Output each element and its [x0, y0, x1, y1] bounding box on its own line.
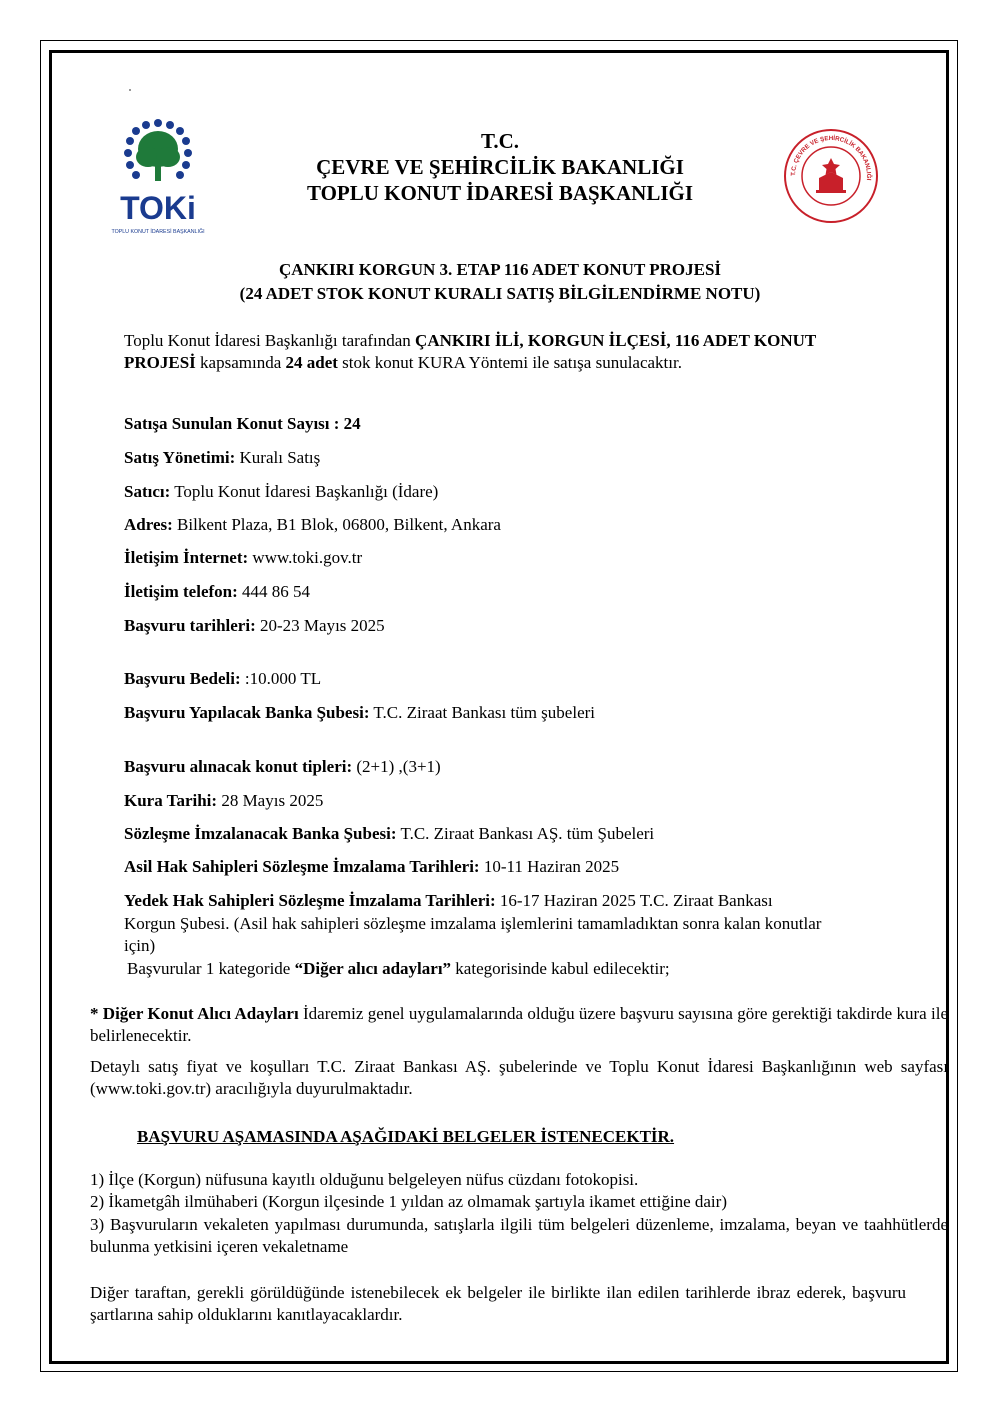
documents-heading: BAŞVURU AŞAMASINDA AŞAĞIDAKİ BELGELER İSTENECEKTİR.	[137, 1127, 675, 1146]
document-item-3: 3) Başvuruların vekaleten yapılması durumunda, satışlarla ilgili tüm belgeleri düzenleme, imzalama, beyan ve taahhütlerde bulunma yetkisini içeren vekaletname	[90, 1215, 948, 1256]
closing-paragraph: Diğer taraftan, gerekli görüldüğünde istenebilecek ek belgeler ile birlikte ilan edilen tarihlerde ibraz ederek, başvuru şartlarına sahip olduklarını kanıtlayacaklardır.	[90, 1283, 906, 1324]
reserve-contract-cont-1: Korgun Şubesi. (Asil hak sahipleri sözleşme imzalama işlemlerini tamamladıktan sonra kalan konutlar	[124, 914, 822, 933]
details-paragraph: Detaylı satış fiyat ve koşulları T.C. Ziraat Bankası AŞ. şubelerinde ve Toplu Konut İdaresi Başkanlığının web sayfası (www.toki.gov.tr) aracılığıyla duyurulmaktadır.	[90, 1057, 948, 1098]
document-item-1: 1) İlçe (Korgun) nüfusuna kayıtlı olduğunu belgeleyen nüfus cüzdanı fotokopisi.	[90, 1170, 639, 1189]
field-sale-method: Satış Yönetimi: Kuralı Satış	[124, 448, 321, 467]
header-line-1: T.C.	[480, 129, 520, 153]
field-lottery-date: Kura Tarihi: 28 Mayıs 2025	[124, 791, 324, 810]
intro-line-2: PROJESİ kapsamında 24 adet stok konut KURA Yöntemi ile satışa sunulacaktır.	[124, 353, 682, 372]
stray-dot	[129, 89, 131, 91]
intro-location: ÇANKIRI İLİ, KORGUN İLÇESİ, 116 ADET KONUT	[415, 331, 817, 350]
intro-text: Toplu Konut İdaresi Başkanlığı tarafından	[124, 331, 416, 350]
field-application-fee: Başvuru Bedeli: :10.000 TL	[124, 669, 322, 688]
toki-brand: TOKi	[120, 190, 196, 226]
header-agency: TOPLU KONUT İDARESİ BAŞKANLIĞI	[306, 181, 694, 205]
field-contract-bank: Sözleşme İmzalanacak Banka Şubesi: T.C. Ziraat Bankası AŞ. tüm Şubeleri	[124, 824, 655, 843]
document-item-2: 2) İkametgâh ilmühaberi (Korgun ilçesinde 1 yıldan az olmamak şartıyla ikamet ettiğine dair)	[90, 1192, 727, 1211]
field-reserve-contract-dates: Yedek Hak Sahipleri Sözleşme İmzalama Tarihleri: 16-17 Haziran 2025 T.C. Ziraat Bankası	[124, 891, 773, 910]
field-application-bank: Başvuru Yapılacak Banka Şubesi: T.C. Ziraat Bankası tüm şubeleri	[124, 703, 595, 722]
field-application-dates: Başvuru tarihleri: 20-23 Mayıs 2025	[124, 616, 385, 635]
intro-line-1	[124, 330, 816, 352]
toki-tagline: TOPLU KONUT İDARESİ BAŞKANLIĞI	[111, 229, 205, 235]
reserve-contract-cont-2: için)	[124, 936, 156, 955]
note-paragraph: * Diğer Konut Alıcı Adayları İdaremiz genel uygulamalarında olduğu üzere başvuru sayısına göre gerektiği takdirde kura ile belirlenecektir.	[90, 1004, 948, 1045]
field-unit-types: Başvuru alınacak konut tipleri: (2+1) ,(3+1)	[124, 757, 441, 776]
seal-ring-text: T.C. ÇEVRE VE ŞEHİRCİLİK BAKANLIĞI	[789, 134, 873, 181]
field-website: İletişim İnternet: www.toki.gov.tr	[124, 548, 363, 567]
project-subtitle: (24 ADET STOK KONUT KURALI SATIŞ BİLGİLENDİRME NOTU)	[239, 284, 761, 303]
field-phone: İletişim telefon: 444 86 54	[124, 582, 311, 601]
intro-project: PROJESİ	[124, 353, 196, 372]
category-line: Başvurular 1 kategoride “Diğer alıcı adayları” kategorisinde kabul edilecektir;	[127, 959, 670, 978]
project-title: ÇANKIRI KORGUN 3. ETAP 116 ADET KONUT PROJESİ	[278, 260, 722, 279]
intro-count: 24 adet	[285, 353, 338, 372]
field-units-offered: Satışa Sunulan Konut Sayısı : 24	[124, 414, 361, 433]
field-address: Adres: Bilkent Plaza, B1 Blok, 06800, Bilkent, Ankara	[124, 515, 501, 534]
note-label: * Diğer Konut Alıcı Adayları	[90, 1004, 299, 1023]
toki-logo	[108, 115, 208, 240]
field-primary-contract-dates: Asil Hak Sahipleri Sözleşme İmzalama Tarihleri: 10-11 Haziran 2025	[124, 857, 620, 876]
category-name: “Diğer alıcı adayları”	[294, 959, 452, 978]
field-seller: Satıcı: Toplu Konut İdaresi Başkanlığı (İdare)	[124, 482, 439, 501]
toki-tree-icon	[108, 115, 208, 240]
header-ministry: ÇEVRE VE ŞEHİRCİLİK BAKANLIĞI	[316, 155, 684, 179]
